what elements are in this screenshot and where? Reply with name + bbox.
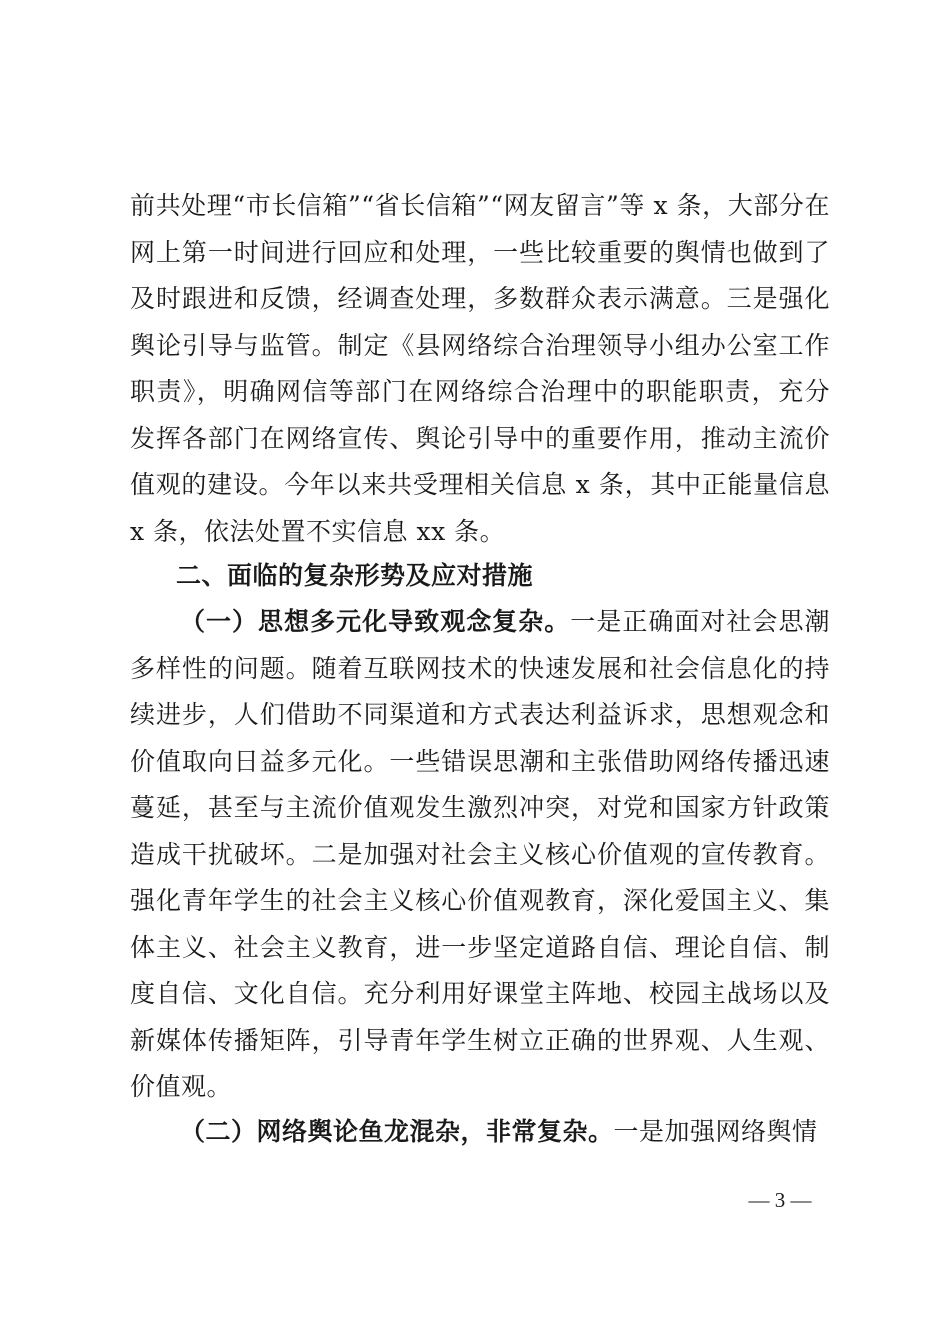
section-two-lead: （二）网络舆论鱼龙混杂，非常复杂。: [180, 1117, 614, 1146]
section-one-lead: （一）思想多元化导致观念复杂。: [180, 607, 571, 636]
paragraph-intro-text: 前共处理“市长信箱”“省长信箱”“网友留言”等 x 条，大部分在网上第一时间进行回应和处理，一些比较重要的舆情也做到了及时跟进和反馈，经调查处理，多数群众表示满意。三是强化舆论引导与监管。制定《县网络综合治理领导小组办公室工作职责》，明确网信等部门在网络综合治理中的职能职责，充分发挥各部门在网络宣传、舆论引导中的重要作用，推动主流价值观的建设。今年以来共受理相关信息 x 条，其中正能量信息 x 条，依法处置不实信息 xx 条。: [130, 191, 830, 546]
section-two-body: 一是加强网络舆情: [613, 1117, 818, 1146]
paragraph-section-two: [130, 1109, 830, 1156]
paragraph-section-one: [130, 599, 830, 1111]
section-heading: [176, 553, 830, 600]
paragraph-intro: [130, 183, 830, 555]
page-number: — 3 —: [748, 1188, 812, 1212]
section-heading-text: 二、面临的复杂形势及应对措施: [176, 561, 534, 590]
section-one-body: 一是正确面对社会思潮多样性的问题。随着互联网技术的快速发展和社会信息化的持续进步，人们借助不同渠道和方式表达利益诉求，思想观念和价值取向日益多元化。一些错误思潮和主张借助网络传播迅速蔓延，甚至与主流价值观发生激烈冲突，对党和国家方针政策造成干扰破坏。二是加强对社会主义核心价值观的宣传教育。强化青年学生的社会主义核心价值观教育，深化爱国主义、集体主义、社会主义教育，进一步坚定道路自信、理论自信、制度自信、文化自信。充分利用好课堂主阵地、校园主战场以及新媒体传播矩阵，引导青年学生树立正确的世界观、人生观、价值观。: [130, 607, 830, 1101]
